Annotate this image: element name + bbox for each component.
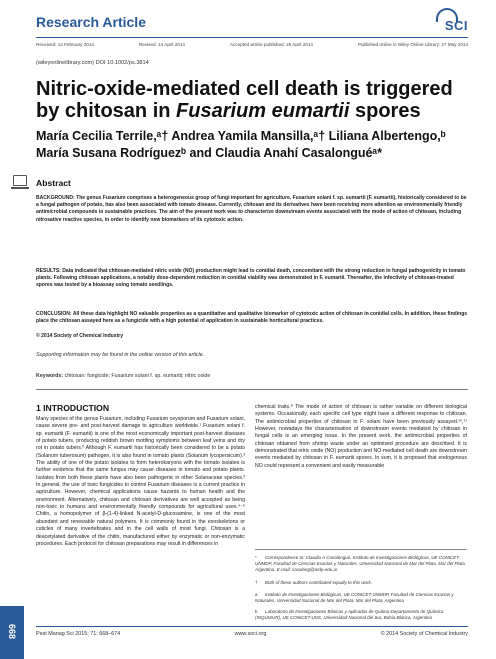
intro-right-column: chemical traits.⁸ The mode of action of chitosan is rather variable on different biological systems. Occasionally, each specific cell type might have a different response to chitosan. The antimicrobial properties of chitosan in F. solani have been previously assayed.¹⁰,¹¹ However, nowadays the characterisation of downstream events mediated by chitosan in fungal cells is an emerging issue. In the present work, the antimicrobial properties of chitosan obtained from shrimp waste under an optimised procedure are described. It is demonstrated that nitric oxide (NO) production and NO-mediated cell death are downstream events mediated by chitosan in F. eumartii spores. In sum, it is proposed that endogenous NO could represent a convenient and easily measurable: [255, 404, 467, 469]
abstract-background: BACKGROUND: The genus Fusarium comprises a heterogeneous group of fungi important for agriculture. Fusarium solani f. sp. eumartii (F. eumartii), historically considered to be a fungal pathogen of potato, has also been associated with tomato disease. Currently, chitosan and its derivatives have been receiving more attention as environmentally friendly antimicrobial compounds in sustainable practices. The aim of the present work was to characterize downstream events associated with the mode of action of chitosan, including nitrosative reactive species, in order to identify new biomarkers of its cytotoxic action.: [36, 195, 467, 223]
doi-line[interactable]: (wileyonlinelibrary.com) DOI 10.1002/ps.3814: [36, 60, 149, 66]
footnote-affiliation-a: a Instituto de Investigaciones Biológicas, UE CONICET-UNMDP, Facultad de Ciencias Exactas y Naturales, Universidad Nacional de Mar del Plata, Mar del Plata, Argentina: [255, 592, 454, 604]
authors-line-1: María Cecilia Terrile,ᵃ† Andrea Yamila Mansilla,ᵃ† Liliana Albertengo,ᵇ: [36, 129, 446, 143]
revised-date: Revised: 14 April 2014: [138, 42, 185, 47]
footer-copyright: © 2014 Society of Chemical Industry: [380, 631, 468, 637]
article-type-label: Research Article: [36, 14, 146, 30]
title-species: Fusarium eumartii: [176, 100, 350, 122]
footnote-correspondence: * Correspondence to: Claudia A Casalongué, Instituto de Investigaciones Biológicas, UE CONICET-UNMDP, Facultad de Ciencias Exactas y Naturales, Universidad Nacional de Mar del Plata, Mar del Plata, Argentina. E-mail: casalong@mdp.edu.ar: [255, 555, 467, 573]
page-footer: [36, 631, 468, 637]
page-number-tab: [0, 606, 24, 659]
author-list: [36, 128, 468, 162]
journal-header: [36, 8, 468, 38]
abstract-copyright: © 2014 Society of Chemical Industry: [36, 333, 124, 339]
footer-rule: [36, 626, 468, 627]
footnote-rule: [255, 549, 467, 550]
publication-dates: [36, 42, 468, 47]
introduction-heading: 1 INTRODUCTION: [36, 403, 110, 413]
computer-icon: [13, 175, 27, 186]
header-rule: [36, 37, 468, 38]
intro-left-column: Many species of the genus Fusarium, including Fusarium oxysporum and Fusarium solani, cause severe pre- and post-harvest damage to agriculture worldwide.¹ Fusarium solani f. sp. eumartii (F. eumartii) is one of the most economically important post-harvest diseases of potato tubers, producing reddish brown mottling symptoms between leaf veins and dry rot in potato tubers.² Although F. eumartii has historically been considered to be a potato (Solanum tuberosum) pathogen, it is also found in tomato plants (Solanum lycopersicum).³ The ability of one of the potato isolates to form heterokaryons with the tomato isolates is further evidence that the same fungus may cause diseases in tomato and potato plants. Isolates from both these plants have also been pathogenic in other Solanaceae species.³ In general, the use of toxic fungicides to control Fusarium diseases is a current practice in agriculture. However, chemical applications cause hazards to human health and the environment. Alternatively, chitosan and chitosan derivatives are well accepted as being non-toxic to humans and environmentally friendly compounds for agricultural uses.⁴⁻⁶ Chitin, a homopolymer of β-(1-4)-linked N-acetyl-D-glucosamine, is one of the most abundant and renewable natural polymers. It is commonly found in the exoskeletons or cuticles of many invertebrates and in the cell walls of most fungi. Chitosan is a deacetylated derivative of the chitin, manufactured either by enzymatic or non-enzymatic procedures. Each protocol for chitosan preparations may result in differences in: [36, 416, 245, 547]
footnote-equal-contribution: † Both of these authors contributed equally to this work.: [255, 580, 373, 585]
article-title: [36, 78, 468, 122]
footnote-affiliation-b: b Laboratorio de Investigaciones Básicas y Aplicadas de Quitina-Departamento de Química (INQUISUR), UE CONICET-UNS, Universidad Nacional del Sur, Bahía Blanca, Argentina: [255, 609, 444, 621]
sci-logo: [424, 8, 468, 38]
authors-line-2: María Susana Rodríguezᵇ and Claudia Anahí Casalonguéᵃ*: [36, 146, 383, 160]
page-number: 668: [7, 624, 17, 640]
title-line-1: Nitric-oxide-mediated cell death is triggered: [36, 78, 453, 100]
footer-website[interactable]: www.soci.org: [234, 631, 267, 637]
logo-text: SCI: [444, 18, 468, 33]
abstract-conclusion: CONCLUSION: All these data highlight NO valuable properties as a quantitative and qualitative biomarker of cytotoxic action of chitosan in conidial cells. In addition, these findings place the chitosan assayed here as a fungicide with a high potential of application in sustainable horticultural practices.: [36, 311, 468, 325]
supporting-info-note: Supporting information may be found in the online version of this article.: [36, 352, 205, 358]
section-divider: [36, 389, 468, 390]
received-date: Received: 14 February 2014: [36, 42, 94, 47]
accepted-date: Accepted article published: 25 April 2014: [229, 42, 313, 47]
keywords: Keywords: chitosan; fungicide; Fusarium solani f. sp. eumartii; nitric oxide: [36, 373, 211, 379]
footer-citation: Pest Manag Sci 2015; 71: 668–674: [36, 631, 121, 637]
title-line-2: by chitosan in Fusarium eumartii spores: [36, 100, 421, 122]
published-date: Published online in Wiley Online Library: 27 May 2014: [357, 42, 468, 47]
abstract-results: RESULTS: Data indicated that chitosan-mediated nitric oxide (NO) production might lead to conidial death, concomitant with the strong reduction in fungal pathogenicity in tomato plants. Following chitosan applications, a notably dose-dependent reduction in conidial viability was demonstrated in F. eumartii. Thereafter, the infectivity of chitosan-treated spores was tested by a bioassay using tomato seedlings.: [36, 268, 466, 289]
abstract-heading: Abstract: [36, 178, 71, 188]
